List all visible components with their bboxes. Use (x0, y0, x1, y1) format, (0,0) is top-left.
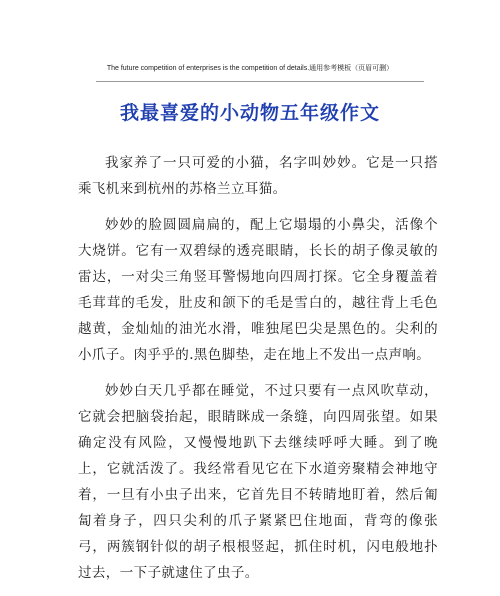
header-note: The future competition of enterprises is the competition of details.通用参考模板（页眉可删） (106, 65, 394, 72)
header-divider (96, 81, 424, 82)
paragraph: 妙妙白天几乎都在睡觉，不过只要有一点风吹草动，它就会把脑袋抬起，眼睛眯成一条缝，向四周张望。如果确定没有风险，又慢慢地趴下去继续呼呼大睡。到了晚上，它就活泼了。我经常看见它在下水道旁聚精会神地守着，一旦有小虫子出来，它首先目不转睛地盯着，然后匍匐着身子，四只尖利的爪子紧紧巴住地面，背弯的像张弓，两簇钢针似的胡子根根竖起，抓住时机，闪电般地扑过去，一下子就逮住了虫子。 (78, 383, 438, 581)
paragraph: 妙妙的脸圆圆扁扁的，配上它塌塌的小鼻尖，活像个大烧饼。它有一双碧绿的透亮眼睛，长长的胡子像灵敏的雷达，一对尖三角竖耳警惕地向四周打探。它全身覆盖着毛茸茸的毛发，肚皮和颌下的毛是雪白的，越往背上毛色越黄，金灿灿的油光水滑，唯独尾巴尖是黑色的。尖利的小爪子。肉乎乎的.黑色脚垫，走在地上不发出一点声响。 (78, 217, 438, 363)
body-text (78, 150, 438, 596)
paragraph: 我家养了一只可爱的小猫，名字叫妙妙。它是一只搭乘飞机来到杭州的苏格兰立耳猫。 (78, 155, 438, 197)
document-title: 我最喜爱的小动物五年级作文 (119, 102, 380, 124)
